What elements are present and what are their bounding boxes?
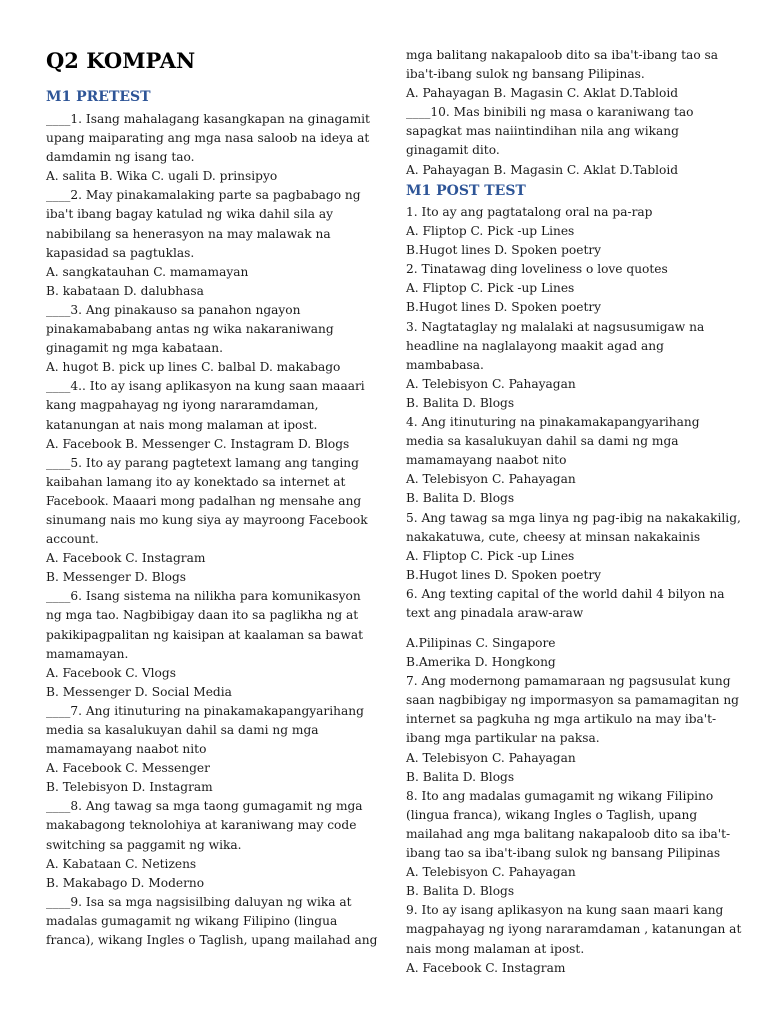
pretest-line: A. Facebook C. Vlogs bbox=[46, 665, 176, 680]
pretest-line: mamamayang naabot nito bbox=[46, 742, 207, 757]
pretest-line: kang magpahayag ng iyong nararamdaman, bbox=[46, 398, 319, 413]
pretest-line: B. kabataan D. dalubhasa bbox=[46, 283, 204, 298]
pretest-line: katanungan at nais mong malaman at ipost. bbox=[46, 417, 318, 432]
pretest-line: ____2. May pinakamalaking parte sa pagbabago ng bbox=[46, 188, 361, 203]
posttest-line: 1. Ito ay ang pagtatalong oral na pa-rap bbox=[406, 205, 653, 219]
pretest-line: makabagong teknolohiya at karaniwang may code bbox=[46, 818, 357, 833]
pretest-line: ____1. Isang mahalagang kasangkapan na ginagamit bbox=[46, 112, 370, 126]
posttest-line: A. Telebisyon C. Pahayagan bbox=[406, 750, 576, 765]
pretest-text bbox=[46, 110, 377, 950]
posttest-line: A. Fliptop C. Pick -up Lines bbox=[406, 548, 575, 563]
pretest-line: ____6. Isang sistema na nilikha para komunikasyon bbox=[46, 589, 361, 604]
posttest-line: B.Hugot lines D. Spoken poetry bbox=[406, 567, 602, 582]
posttest-line: 4. Ang itinuturing na pinakamakapangyarihang bbox=[406, 415, 700, 430]
posttest-line: 8. Ito ang madalas gumagamit ng wikang Filipino bbox=[406, 788, 714, 803]
posttest-line: A. Fliptop C. Pick -up Lines bbox=[406, 281, 575, 296]
pretest-continued-line: A. Pahayagan B. Magasin C. Aklat D.Tabloid bbox=[406, 162, 679, 177]
posttest-line: 5. Ang tawag sa mga linya ng pag-ibig na nakakakilig, bbox=[406, 510, 741, 525]
posttest-line: 9. Ito ay isang aplikasyon na kung saan maari kang bbox=[406, 903, 724, 918]
posttest-line: ibang tao sa iba't-ibang sulok ng bansang Pilipinas bbox=[406, 846, 721, 861]
pretest-line: franca), wikang Ingles o Taglish, upang mailahad ang bbox=[46, 933, 378, 948]
pretest-line: B. Telebisyon D. Instagram bbox=[46, 780, 213, 795]
posttest-line: mailahad ang mga balitang nakapaloob dito sa iba't- bbox=[406, 826, 731, 841]
pretest-line: A. Facebook C. Instagram bbox=[46, 551, 206, 566]
pretest-line: kapasidad sa pagtuklas. bbox=[46, 245, 195, 260]
pretest-line: nabibilang sa henerasyon na may malawak na bbox=[46, 226, 331, 241]
pretest-line: damdamin ng isang tao. bbox=[46, 150, 195, 165]
pretest-line: ginagamit ng mga kabataan. bbox=[46, 341, 224, 356]
pretest-continued-text bbox=[406, 46, 718, 180]
posttest-line: 7. Ang modernong pamamaraan ng pagsusulat kung bbox=[406, 674, 731, 689]
pretest-continued-line: sapagkat mas naiintindihan nila ang wikang bbox=[406, 124, 679, 139]
pretest-heading: M1 PRETEST bbox=[46, 89, 151, 105]
posttest-line: media sa kasalukuyan dahil sa dami ng mga bbox=[406, 434, 679, 449]
pretest-line: media sa kasalukuyan dahil sa dami ng mga bbox=[46, 723, 319, 737]
pretest-line: pakikipagpalitan ng kaisipan at kaalaman sa bawat bbox=[46, 627, 363, 642]
pretest-continued-line: ____10. Mas binibili ng masa o karaniwang tao bbox=[406, 105, 694, 120]
pretest-line: ____4.. Ito ay isang aplikasyon na kung saan maaari bbox=[46, 379, 365, 394]
pretest-line: B. Makabago D. Moderno bbox=[46, 875, 205, 890]
posttest-line: B. Balita D. Blogs bbox=[406, 395, 515, 410]
posttest-line: A. Telebisyon C. Pahayagan bbox=[406, 376, 576, 391]
pretest-line: ____7. Ang itinuturing na pinakamakapangyarihang bbox=[46, 703, 364, 718]
pretest-line: Facebook. Maaari mong padalhan ng mensahe ang bbox=[46, 493, 362, 508]
posttest-line: nais mong malaman at ipost. bbox=[406, 941, 585, 956]
posttest-line: mamamayang naabot nito bbox=[406, 453, 567, 468]
posttest-text-part2 bbox=[406, 634, 741, 978]
pretest-line: A. sangkatauhan C. mamamayan bbox=[46, 264, 249, 279]
posttest-line: A. Telebisyon C. Pahayagan bbox=[406, 472, 576, 487]
posttest-line: headline na naglalayong maakit agad ang bbox=[406, 338, 664, 353]
posttest-line: A.Pilipinas C. Singapore bbox=[406, 636, 556, 650]
posttest-line: 2. Tinatawag ding loveliness o love quotes bbox=[406, 262, 668, 277]
pretest-line: pinakamababang antas ng wika nakaraniwang bbox=[46, 322, 334, 337]
pretest-line: madalas gumagamit ng wikang Filipino (lingua bbox=[46, 913, 338, 928]
pretest-line: ____8. Ang tawag sa mga taong gumagamit ng mga bbox=[46, 799, 363, 814]
pretest-line: account. bbox=[46, 532, 99, 547]
pretest-line: B. Messenger D. Social Media bbox=[46, 684, 232, 699]
posttest-line: nakakatuwa, cute, cheesy at minsan nakakainis bbox=[406, 529, 701, 544]
posttest-line: mambabasa. bbox=[406, 357, 484, 372]
pretest-line: A. Kabataan C. Netizens bbox=[46, 856, 197, 871]
pretest-line: ____3. Ang pinakauso sa panahon ngayon bbox=[46, 302, 301, 317]
pretest-line: sinumang nais mo kung siya ay mayroong Facebook bbox=[46, 512, 368, 527]
posttest-line: B. Balita D. Blogs bbox=[406, 769, 515, 784]
posttest-line: magpahayag ng iyong nararamdaman , katanungan at bbox=[406, 922, 742, 937]
pretest-continued-line: mga balitang nakapaloob dito sa iba't-ibang tao sa bbox=[406, 48, 719, 62]
pretest-line: A. hugot B. pick up lines C. balbal D. makabago bbox=[46, 360, 341, 375]
posttest-line: A. Telebisyon C. Pahayagan bbox=[406, 865, 576, 880]
pretest-line: iba't ibang bagay katulad ng wika dahil sila ay bbox=[46, 207, 334, 222]
pretest-line: mamamayan. bbox=[46, 646, 129, 661]
posttest-line: B.Hugot lines D. Spoken poetry bbox=[406, 243, 602, 258]
pretest-line: A. Facebook B. Messenger C. Instagram D. Blogs bbox=[46, 436, 350, 451]
posttest-line: B.Amerika D. Hongkong bbox=[406, 655, 556, 670]
document-title: Q2 KOMPAN bbox=[46, 48, 196, 73]
pretest-line: ng mga tao. Nagbibigay daan ito sa paglikha ng at bbox=[46, 608, 359, 623]
posttest-line: saan nagbibigay ng impormasyon sa pamamagitan ng bbox=[406, 693, 739, 708]
pretest-line: ____5. Ito ay parang pagtetext lamang ang tanging bbox=[46, 455, 359, 470]
posttest-line: 6. Ang texting capital of the world dahil 4 bilyon na bbox=[406, 586, 725, 601]
posttest-line: text ang pinadala araw-araw bbox=[406, 605, 584, 620]
pretest-line: ____9. Isa sa mga nagsisilbing daluyan ng wika at bbox=[46, 894, 352, 909]
posttest-line: ibang mga partikular na paksa. bbox=[406, 731, 600, 746]
pretest-line: upang maiparating ang mga nasa saloob na ideya at bbox=[46, 131, 370, 146]
pretest-line: A. salita B. Wika C. ugali D. prinsipyo bbox=[46, 169, 278, 184]
posttest-line: (lingua franca), wikang Ingles o Taglish, upang bbox=[406, 807, 698, 822]
posttest-line: 3. Nagtataglay ng malalaki at nagsusumigaw na bbox=[406, 319, 705, 334]
posttest-line: internet sa pagkuha ng mga artikulo na may iba't- bbox=[406, 712, 717, 727]
posttest-text-part1 bbox=[406, 203, 741, 623]
pretest-line: kaibahan lamang ito ay konektado sa internet at bbox=[46, 474, 346, 489]
posttest-line: A. Fliptop C. Pick -up Lines bbox=[406, 224, 575, 239]
pretest-line: A. Facebook C. Messenger bbox=[46, 761, 210, 776]
pretest-continued-line: ginagamit dito. bbox=[406, 143, 500, 158]
pretest-line: B. Messenger D. Blogs bbox=[46, 570, 187, 585]
posttest-line: A. Facebook C. Instagram bbox=[406, 960, 566, 975]
pretest-continued-line: iba't-ibang sulok ng bansang Pilipinas. bbox=[406, 67, 645, 82]
pretest-continued-line: A. Pahayagan B. Magasin C. Aklat D.Tabloid bbox=[406, 86, 679, 101]
posttest-heading: M1 POST TEST bbox=[406, 183, 526, 199]
posttest-line: B. Balita D. Blogs bbox=[406, 491, 515, 506]
pretest-line: switching sa paggamit ng wika. bbox=[46, 837, 242, 852]
posttest-line: B. Balita D. Blogs bbox=[406, 884, 515, 899]
posttest-line: B.Hugot lines D. Spoken poetry bbox=[406, 300, 602, 315]
